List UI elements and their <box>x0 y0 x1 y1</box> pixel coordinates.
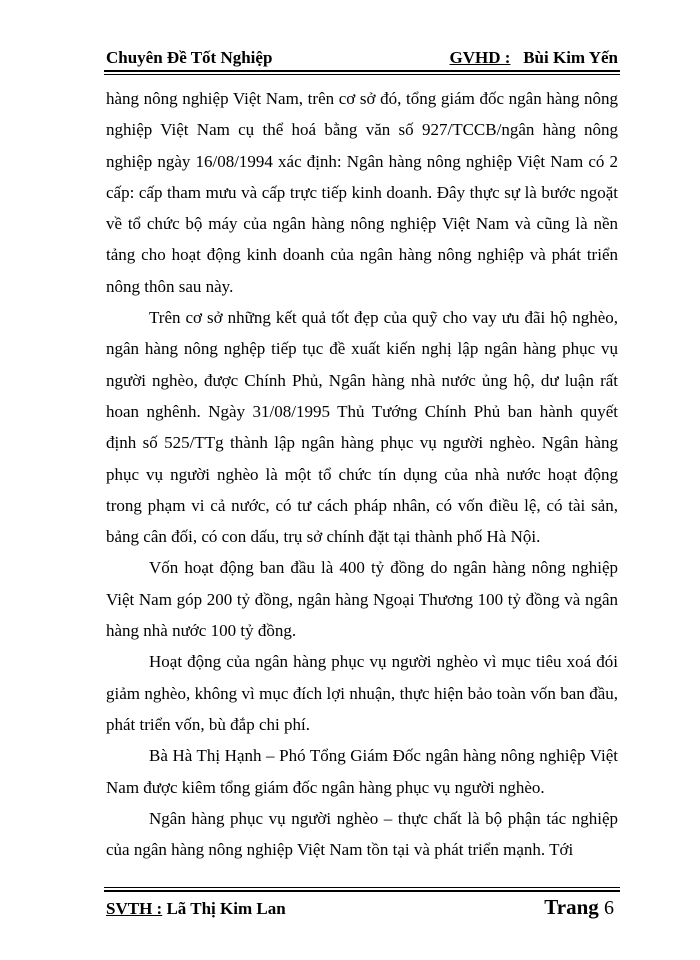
page-body <box>106 83 618 865</box>
paragraph: Trên cơ sở những kết quả tốt đẹp của quỹ cho vay ưu đãi hộ nghèo, ngân hàng nông nghệp tiếp tục đề xuất kiến nghị lập ngân hàng phục vụ người nghèo, được Chính Phủ, Ngân hàng nhà nước ủng hộ, dư luận rất hoan nghênh. Ngày 31/08/1995 Thủ Tướng Chính Phủ ban hành quyết định số 525/TTg thành lập ngân hàng phục vụ người nghèo. Ngân hàng phục vụ người nghèo là một tổ chức tín dụng của nhà nước hoạt động trong phạm vi cả nước, có tư cách pháp nhân, có vốn điều lệ, có tài sản, bảng cân đối, có con dấu, trụ sở chính đặt tại thành phố Hà Nội. <box>106 308 618 547</box>
paragraph: hàng nông nghiệp Việt Nam, trên cơ sở đó, tổng giám đốc ngân hàng nông nghiệp Việt Nam cụ thể hoá bằng văn số 927/TCCB/ngân hàng nông nghiệp ngày 16/08/1994 xác định: Ngân hàng nông nghiệp Việt Nam có 2 cấp: cấp tham mưu và cấp trực tiếp kinh doanh. Đây thực sự là bước ngoặt về tổ chức bộ máy của ngân hàng nông nghiệp Việt Nam và cũng là nền tảng cho hoạt động kinh doanh của ngân hàng nông nghiệp và phát triển nông thôn sau này. <box>106 89 618 296</box>
paragraph: Hoạt động của ngân hàng phục vụ người nghèo vì mục tiêu xoá đói giảm nghèo, không vì mục đích lợi nhuận, thực hiện bảo toàn vốn ban đầu, phát triển vốn, bù đắp chi phí. <box>106 652 618 734</box>
footer-rule <box>104 890 620 892</box>
page-indicator <box>544 895 614 920</box>
doc-title: Chuyên Đề Tốt Nghiệp <box>106 48 273 67</box>
supervisor <box>450 48 618 68</box>
supervisor-label: GVHD : <box>449 48 511 67</box>
paragraph: Bà Hà Thị Hạnh – Phó Tổng Giám Đốc ngân hàng nông nghiệp Việt Nam được kiêm tổng giám đốc ngân hàng phục vụ người nghèo. <box>106 746 618 797</box>
header-rule <box>104 70 620 72</box>
student <box>106 899 286 919</box>
header-rule-thin <box>104 74 620 75</box>
footer-rule-thin <box>104 887 620 888</box>
student-name: Lã Thị Kim Lan <box>166 899 286 918</box>
page-label: Trang <box>544 895 599 919</box>
page-header <box>106 40 618 68</box>
page-number: 6 <box>604 897 614 919</box>
student-label: SVTH : <box>106 899 163 918</box>
paragraph: Vốn hoạt động ban đầu là 400 tỷ đồng do ngân hàng nông nghiệp Việt Nam góp 200 tỷ đồng, ngân hàng Ngoại Thương 100 tỷ đồng và ngân hàng nhà nước 100 tỷ đồng. <box>106 558 618 641</box>
page-footer <box>106 895 614 920</box>
supervisor-name: Bùi Kim Yến <box>523 48 618 67</box>
paragraph: Ngân hàng phục vụ người nghèo – thực chất là bộ phận tác nghiệp của ngân hàng nông nghiệp Việt Nam tồn tại và phát triển mạnh. Tới <box>106 808 618 860</box>
